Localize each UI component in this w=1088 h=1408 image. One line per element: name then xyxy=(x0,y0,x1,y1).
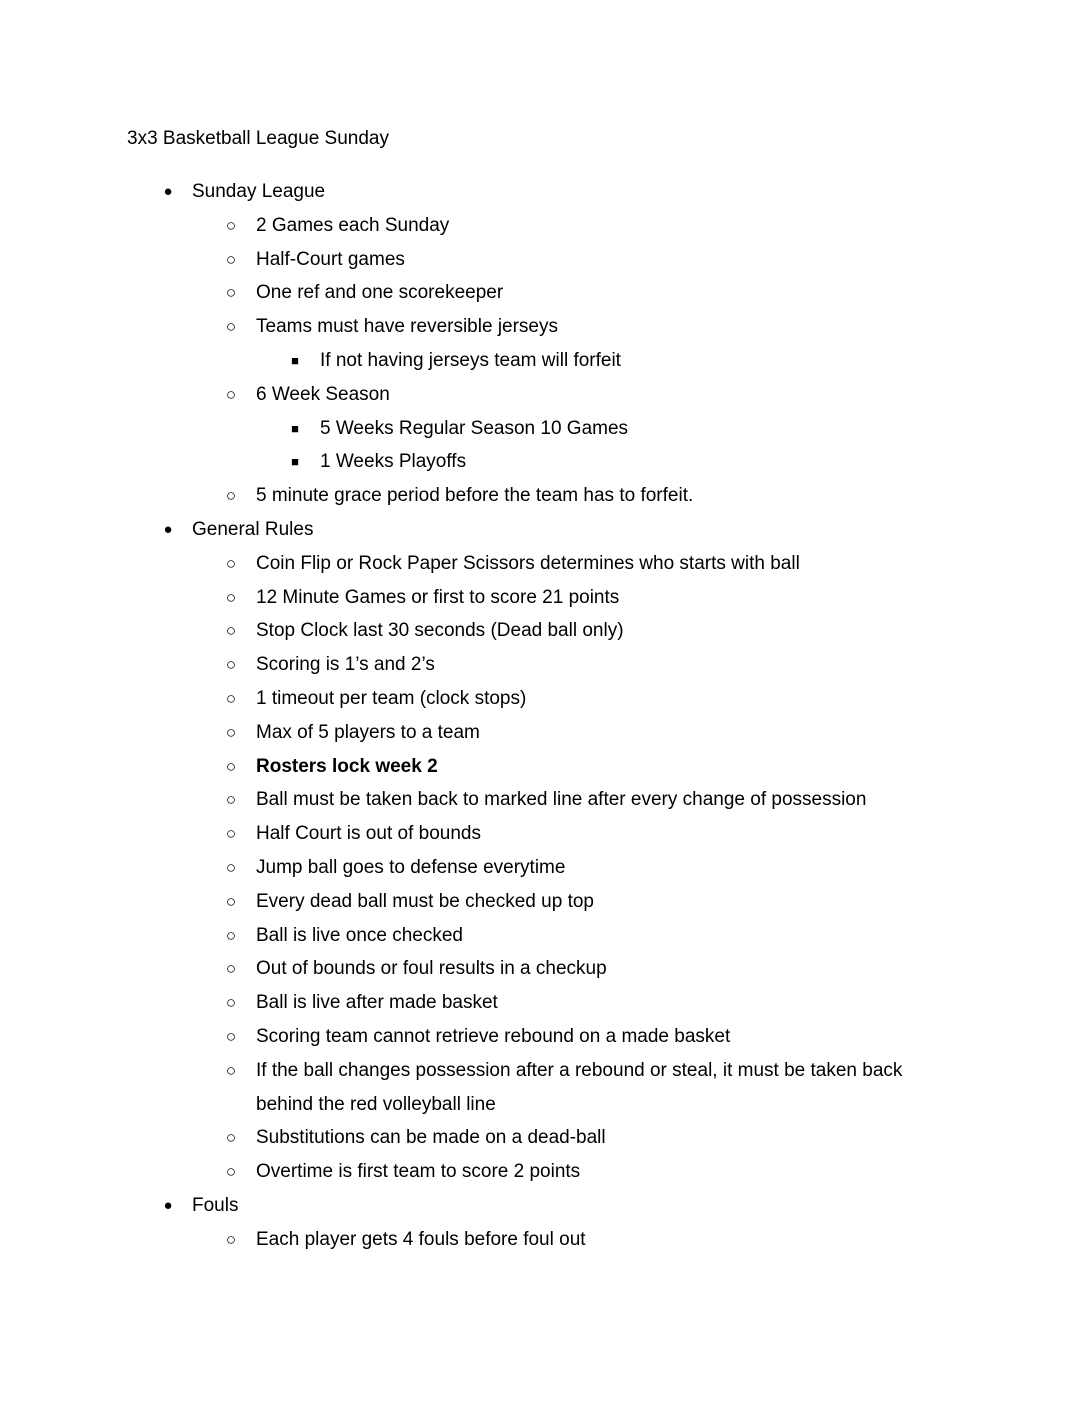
circle-marker: ○ xyxy=(225,722,237,742)
list-item-text: Each player gets 4 fouls before foul out xyxy=(256,1228,586,1250)
list-item xyxy=(0,518,1088,542)
list-item xyxy=(0,619,1088,643)
list-item xyxy=(0,1194,1088,1218)
circle-marker: ○ xyxy=(225,959,237,979)
circle-marker: ○ xyxy=(225,790,237,810)
list-item-text: Every dead ball must be checked up top xyxy=(256,890,594,912)
list-item xyxy=(0,484,1088,508)
list-item-text: Scoring is 1’s and 2’s xyxy=(256,654,435,676)
circle-marker: ○ xyxy=(225,486,237,506)
list-item xyxy=(0,788,1088,812)
circle-marker: ○ xyxy=(225,587,237,607)
circle-marker: ○ xyxy=(225,824,237,844)
list-item-text: Out of bounds or foul results in a checkup xyxy=(256,958,607,980)
circle-marker: ○ xyxy=(225,655,237,675)
list-item-text: One ref and one scorekeeper xyxy=(256,282,504,304)
square-marker: ■ xyxy=(291,454,299,470)
document-title: 3x3 Basketball League Sunday xyxy=(127,128,389,149)
list-item xyxy=(0,214,1088,238)
circle-marker: ○ xyxy=(225,317,237,337)
list-item xyxy=(0,1160,1088,1184)
list-item-text: Ball must be taken back to marked line after every change of possession xyxy=(256,789,867,811)
list-item xyxy=(0,890,1088,914)
list-item xyxy=(0,957,1088,981)
list-item-text: Sunday League xyxy=(192,181,326,202)
list-item-text: Ball is live once checked xyxy=(256,924,463,946)
list-item xyxy=(0,755,1088,779)
list-item-text: If the ball changes possession after a rebound or steal, it must be taken back xyxy=(256,1059,903,1081)
list-item-text: Half-Court games xyxy=(256,248,405,270)
list-item xyxy=(0,1228,1088,1252)
list-item xyxy=(0,552,1088,576)
circle-marker: ○ xyxy=(225,283,237,303)
list-item-text: 1 timeout per team (clock stops) xyxy=(256,688,527,709)
list-item xyxy=(0,315,1088,339)
list-item xyxy=(0,417,1088,441)
list-item-text: 2 Games each Sunday xyxy=(256,214,450,236)
list-item-text: Jump ball goes to defense everytime xyxy=(256,857,566,878)
list-item xyxy=(0,383,1088,407)
list-item xyxy=(0,1093,1088,1117)
list-item xyxy=(0,721,1088,745)
list-item-text: 6 Week Season xyxy=(256,383,390,405)
list-item xyxy=(0,924,1088,948)
list-item xyxy=(0,822,1088,846)
list-item xyxy=(0,281,1088,305)
circle-marker: ○ xyxy=(225,384,237,404)
list-item xyxy=(0,991,1088,1015)
circle-marker: ○ xyxy=(225,891,237,911)
list-item-text: 5 minute grace period before the team has to forfeit. xyxy=(256,485,694,507)
list-item xyxy=(0,653,1088,677)
list-item-text: Max of 5 players to a team xyxy=(256,721,480,743)
list-item xyxy=(0,349,1088,373)
circle-marker: ○ xyxy=(225,553,237,573)
list-item xyxy=(0,180,1088,204)
bullet-marker: ● xyxy=(163,183,173,200)
circle-marker: ○ xyxy=(225,925,237,945)
list-item xyxy=(0,586,1088,610)
list-item-text: Stop Clock last 30 seconds (Dead ball only) xyxy=(256,620,624,642)
circle-marker: ○ xyxy=(225,756,237,776)
circle-marker: ○ xyxy=(225,621,237,641)
list-item xyxy=(0,1025,1088,1049)
list-item-text: Substitutions can be made on a dead-ball xyxy=(256,1127,606,1149)
list-item xyxy=(0,450,1088,474)
circle-marker: ○ xyxy=(225,1060,237,1080)
list-item xyxy=(0,687,1088,711)
square-marker: ■ xyxy=(291,353,299,368)
bullet-marker: ● xyxy=(163,1197,173,1214)
list-item-text: 1 Weeks Playoffs xyxy=(320,451,467,473)
circle-marker: ○ xyxy=(225,1162,237,1182)
list-item xyxy=(0,856,1088,880)
list-item-text: 12 Minute Games or first to score 21 points xyxy=(256,586,620,608)
circle-marker: ○ xyxy=(225,858,237,877)
list-item-text: Overtime is first team to score 2 points xyxy=(256,1161,581,1183)
list-item-text: Half Court is out of bounds xyxy=(256,823,481,845)
list-item-text: 5 Weeks Regular Season 10 Games xyxy=(320,417,629,439)
circle-marker: ○ xyxy=(225,689,237,708)
list-item xyxy=(0,1059,1088,1083)
circle-marker: ○ xyxy=(225,1229,237,1249)
list-item-text: Scoring team cannot retrieve rebound on a made basket xyxy=(256,1026,731,1047)
circle-marker: ○ xyxy=(225,993,237,1013)
square-marker: ■ xyxy=(291,420,299,436)
circle-marker: ○ xyxy=(225,1027,237,1046)
circle-marker: ○ xyxy=(225,215,237,235)
bullet-marker: ● xyxy=(163,521,173,538)
list-item-text: General Rules xyxy=(192,519,314,540)
circle-marker: ○ xyxy=(225,249,237,269)
list-item-text: Coin Flip or Rock Paper Scissors determines who starts with ball xyxy=(256,552,800,574)
list-item-text: behind the red volleyball line xyxy=(256,1093,496,1115)
list-item-text: Fouls xyxy=(192,1195,239,1216)
circle-marker: ○ xyxy=(225,1128,237,1148)
list-item-text: Rosters lock week 2 xyxy=(256,755,438,777)
list-item xyxy=(0,1126,1088,1150)
list-item-text: If not having jerseys team will forfeit xyxy=(320,350,621,371)
list-item-text: Teams must have reversible jerseys xyxy=(256,316,558,338)
list-item-text: Ball is live after made basket xyxy=(256,992,498,1014)
list-item xyxy=(0,248,1088,272)
